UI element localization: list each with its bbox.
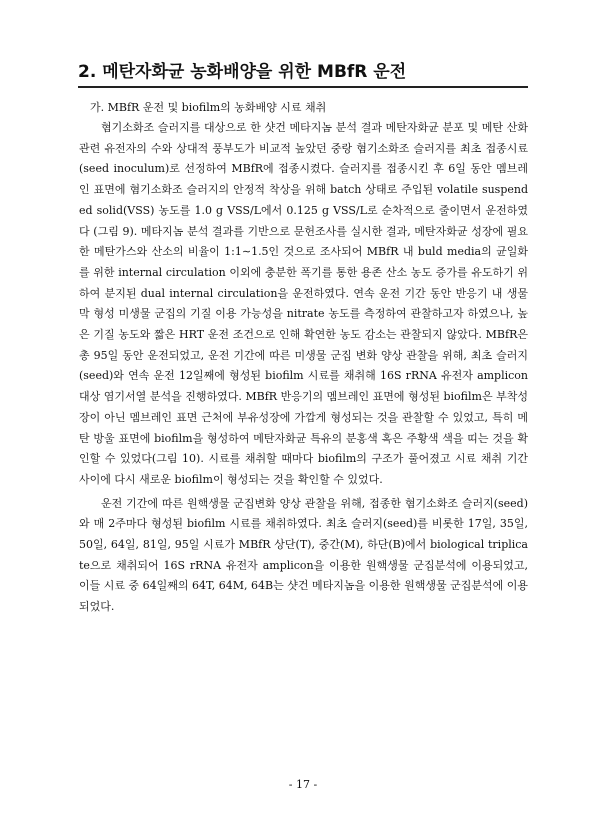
paragraph-1: 혐기소화조 슬러지를 대상으로 한 샷건 메타지놈 분석 결과 메탄자화균 분포 및 메탄 산화 관련 유전자의 수와 상대적 풍부도가 비교적 높았던 중랑 혐기소화조 슬러지를 최초 접종시료(seed inoculum)로 선정하여 MBfR에 접종시켰다. 슬러지를 접종시킨 후 6일 동안 멤브레인 표면에 혐기소화조 슬러지의 안정적 착상을 위해 batch 상태로 주입된 volatile suspended solid(VSS) 농도를 1.0 g VSS/L에서 0.125 g VSS/L로 순차적으로 줄이면서 운전하였다 (그림 9). 메타지놈 분석 결과를 기반으로 문헌조사를 실시한 결과, 메탄자화균 성장에 필요한 메탄가스와 산소의 비율이 1:1∼1.5인 것으로 조사되어 MBfR 내 buld media의 균일화를 위한 internal circulation 이외에 충분한 폭기를 통한 용존 산소 농도 증가를 유도하기 위하여 분지된 dual internal circulation을 운전하였다. 연속 운전 기간 동안 반응기 내 생물막 형성 미생물 군집의 기질 이용 가능성을 nitrate 농도를 측정하여 관찰하고자 하였으나, 높은 기질 농도와 짧은 HRT 운전 조건으로 인해 확연한 농도 감소는 관찰되지 않았다. MBfR은 총 95일 동안 운전되었고, 운전 기간에 따른 미생물 군집 변화 양상 관찰을 위해, 최초 슬러지(seed)와 연속 운전 12일째에 형성된 biofilm 시료를 채취해 16S rRNA 유전자 amplicon 대상 염기서열 분석을 진행하였다. MBfR 반응기의 멤브레인 표면에 형성된 biofilm은 부착성장이 아닌 멤브레인 표면 근처에 부유성장에 가깝게 형성되는 것을 관찰할 수 있었고, 특히 메탄 방울 표면에 biofilm을 형성하여 메탄자화균 특유의 분홍색 혹은 주황색 색을 띠는 것을 확인할 수 있었다(그림 10). 시료를 채취할 때마다 biofilm의 구조가 풀어졌고 시료 채취 기간 사이에 다시 새로운 biofilm이 형성되는 것을 확인할 수 있었다. <box>79 121 528 486</box>
body-text <box>79 118 528 618</box>
heading-underline <box>78 86 528 88</box>
paragraph-2: 운전 기간에 따른 원핵생물 군집변화 양상 관찰을 위해, 접종한 혐기소화조 슬러지(seed)와 매 2주마다 형성된 biofilm 시료를 채취하였다. 최초 슬러지(seed)를 비롯한 17일, 35일, 50일, 64일, 81일, 95일 시료가 MBfR 상단(T), 중간(M), 하단(B)에서 biological triplicate으로 채취되어 16S rRNA 유전자 amplicon을 이용한 원핵생물 군집분석에 이용되었고, 이들 시료 중 64일째의 64T, 64M, 64B는 샷건 메타지놈을 이용한 원핵생물 군집분석에 이용되었다. <box>79 496 528 614</box>
section-heading: 2. 메탄자화균 농화배양을 위한 MBfR 운전 <box>78 62 407 82</box>
page-number: - 17 - <box>288 778 318 791</box>
subsection-heading: 가. MBfR 운전 및 biofilm의 농화배양 시료 채취 <box>90 101 327 114</box>
